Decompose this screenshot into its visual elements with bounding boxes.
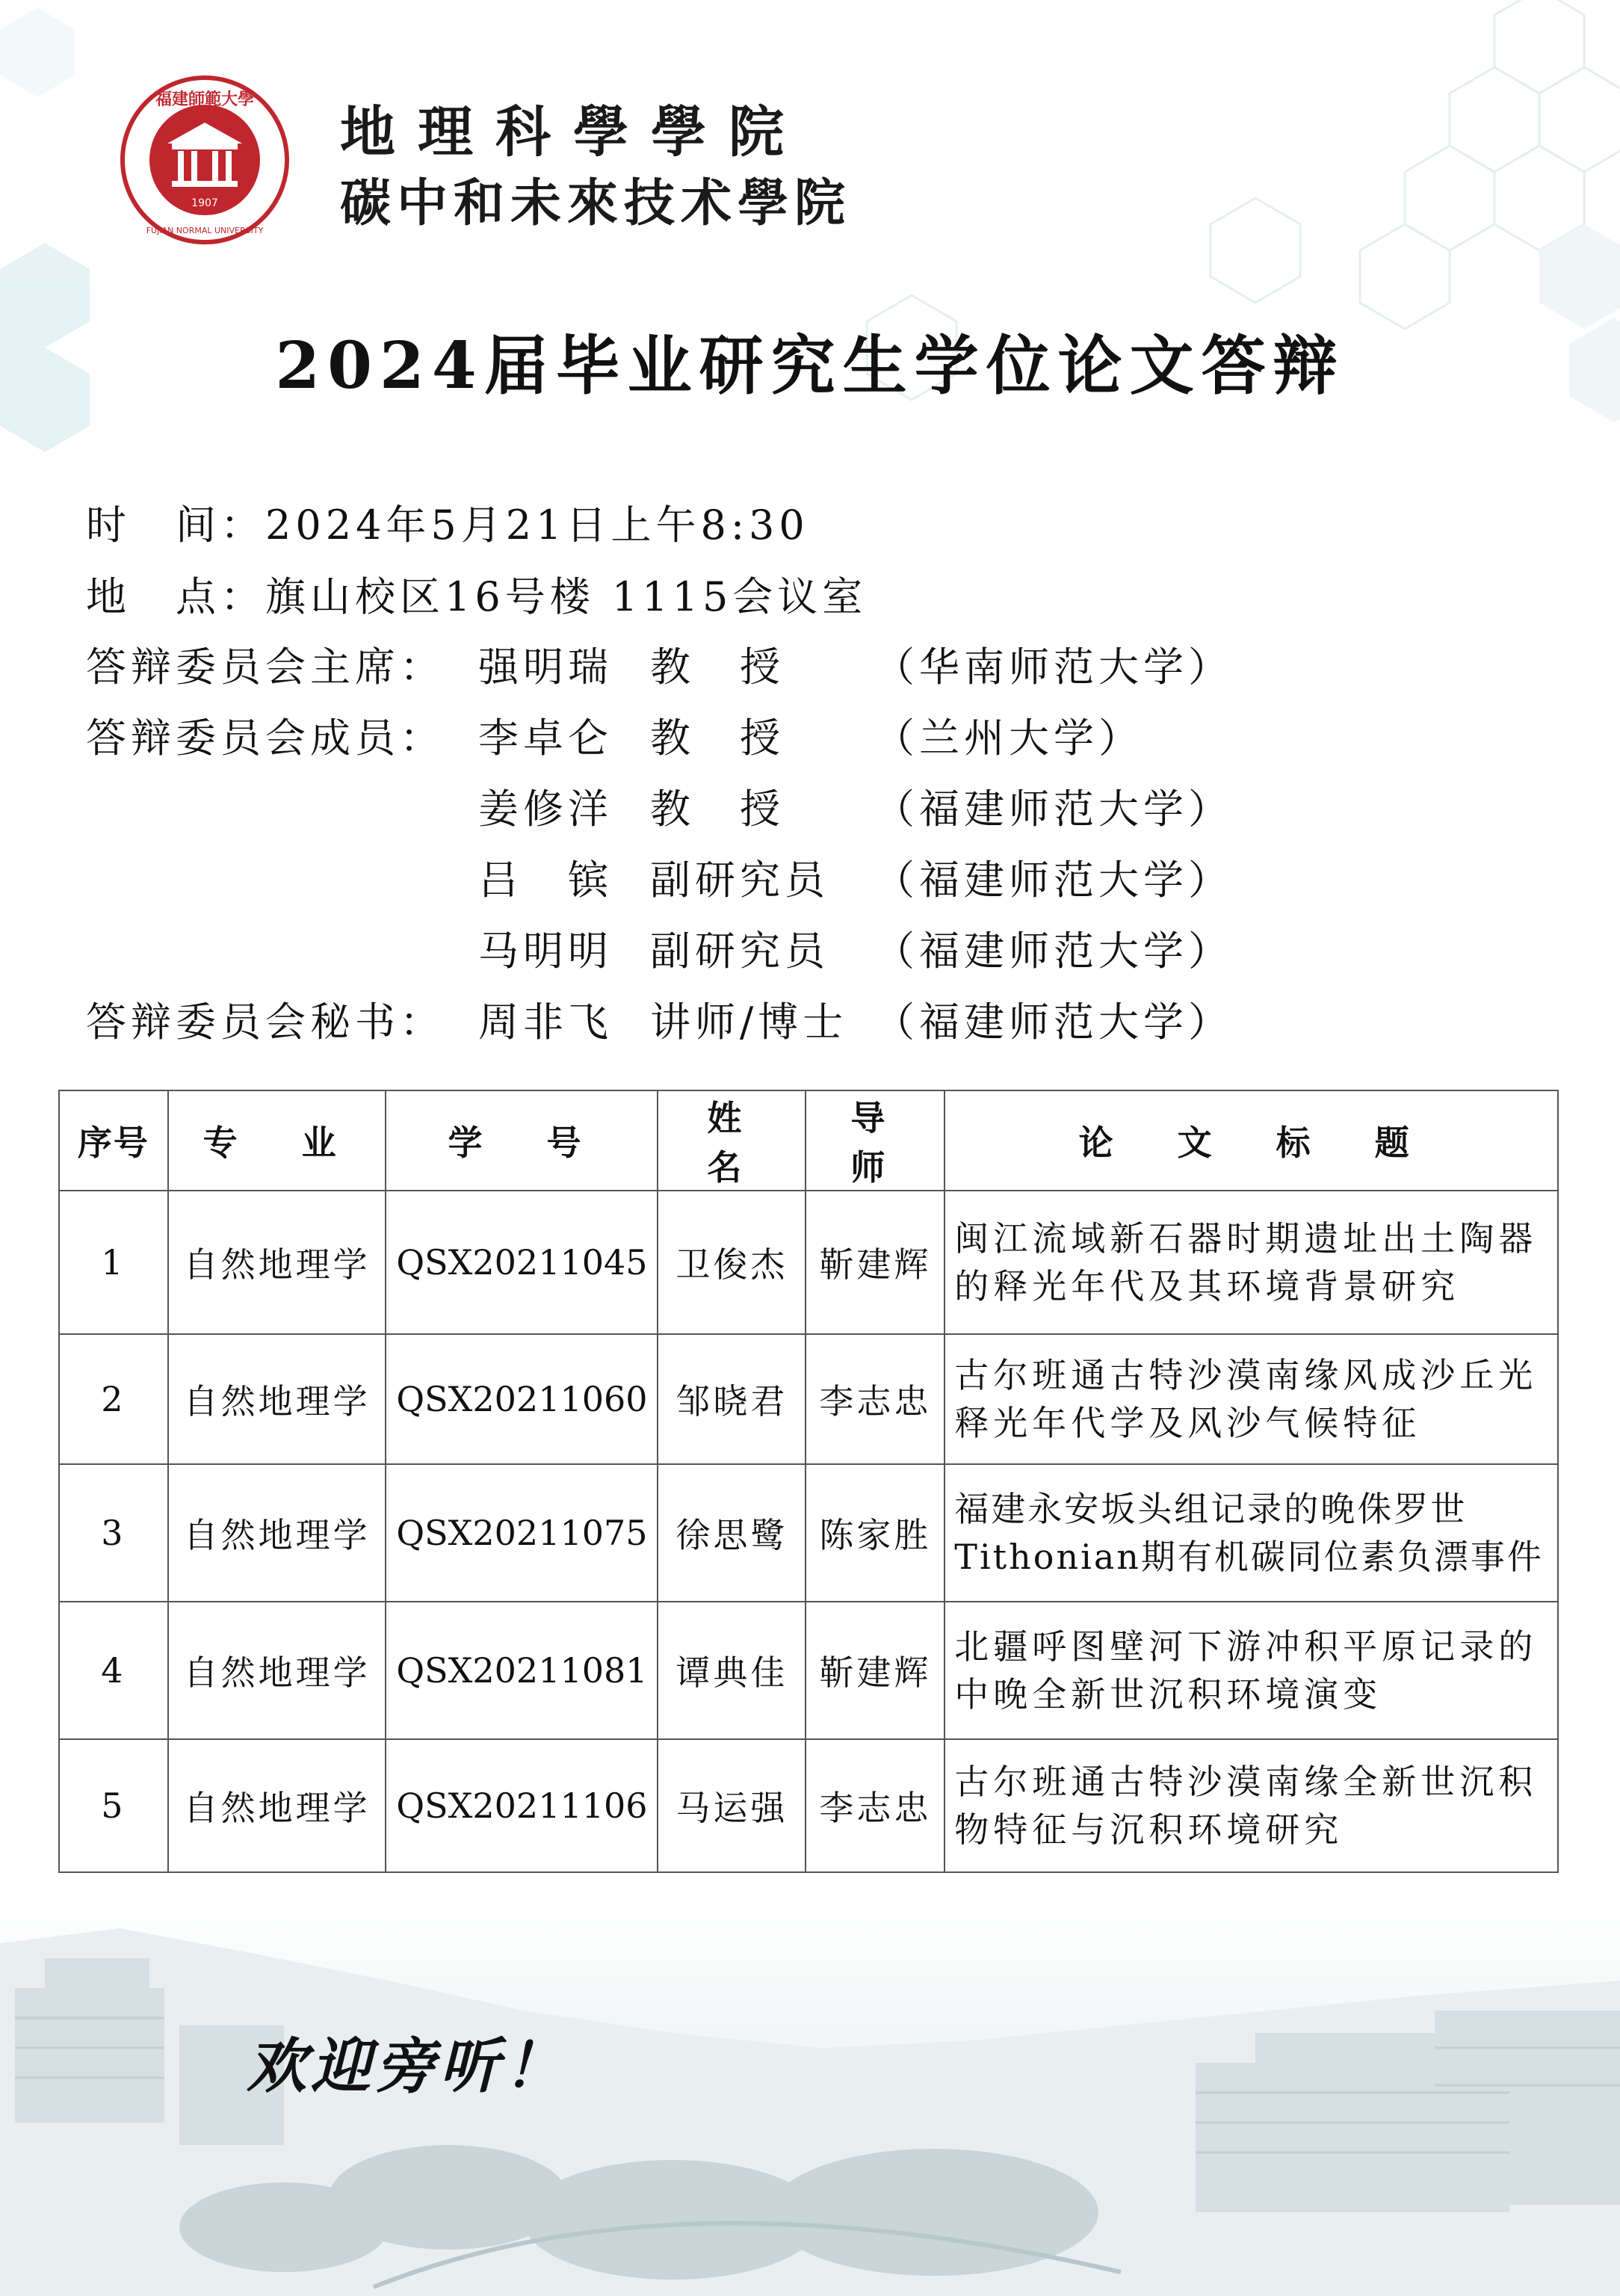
svg-text:FUJIAN NORMAL UNIVERSITY: FUJIAN NORMAL UNIVERSITY [146,226,264,235]
cell-thesis-title: 古尔班通古特沙漠南缘全新世沉积物特征与沉积环境研究 [945,1739,1558,1872]
defense-schedule-table [58,1090,1559,1873]
header-advisor: 导 师 [806,1090,945,1191]
member-institution: （兰州大学） [874,715,1143,762]
chair-title: 教 授 [650,644,785,691]
cell-name: 邹晓君 [658,1334,806,1464]
place-value: 旗山校区16号楼 1115会议室 [265,573,868,620]
svg-text:福建師範大學: 福建師範大學 [155,90,255,109]
cell-major: 自然地理学 [168,1191,386,1334]
cell-name: 马运强 [658,1739,806,1872]
member-title: 教 授 [650,715,785,762]
page-title: 2024届毕业研究生学位论文答辩 [275,328,1345,404]
time-value: 2024年5月21日上午8:30 [265,502,809,549]
time-label: 时 间： [86,502,265,549]
header-major: 专 业 [168,1090,386,1191]
cell-major: 自然地理学 [168,1464,386,1602]
cell-student-id: QSX20211106 [386,1739,658,1872]
cell-advisor: 李志忠 [806,1739,945,1872]
cell-number: 4 [59,1602,168,1739]
cell-student-id: QSX20211045 [386,1191,658,1334]
university-logo [120,75,290,245]
header-number: 序号 [59,1090,168,1191]
member-title: 副研究员 [650,928,829,975]
cell-major: 自然地理学 [168,1602,386,1739]
member-name: 马明明 [478,928,613,975]
cell-advisor: 陈家胜 [806,1464,945,1602]
members-label: 答辩委员会成员： [86,715,445,762]
place-line [86,565,867,623]
secretary-institution: （福建师范大学） [874,999,1233,1046]
secretary-title: 讲师/博士 [650,999,848,1046]
place-label: 地 点： [86,573,265,620]
cell-thesis-title: 福建永安坂头组记录的晚侏罗世Tithonian期有机碳同位素负漂事件 [945,1464,1558,1602]
time-line [86,493,809,551]
cell-number: 3 [59,1464,168,1602]
campus-sketch-illustration [0,1898,1620,2296]
cell-number: 2 [59,1334,168,1464]
institution-name-secondary: 碳中和未來技术學院 [340,173,852,233]
header-thesis-title: 论 文 标 题 [945,1090,1558,1191]
header-student-id: 学 号 [386,1090,658,1191]
cell-name: 卫俊杰 [658,1191,806,1334]
svg-text:1907: 1907 [191,197,218,209]
member-institution: （福建师范大学） [874,786,1233,833]
table-row [59,1602,1558,1739]
cell-thesis-title: 北疆呼图壁河下游冲积平原记录的中晚全新世沉积环境演变 [945,1602,1558,1739]
cell-number: 1 [59,1191,168,1334]
cell-number: 5 [59,1739,168,1872]
secretary-name: 周非飞 [478,999,613,1046]
chair-name: 强明瑞 [478,644,613,691]
cell-student-id: QSX20211075 [386,1464,658,1602]
cell-name: 徐思鹭 [658,1464,806,1602]
member-title: 副研究员 [650,857,829,904]
cell-name: 谭典佳 [658,1602,806,1739]
welcome-text: 欢迎旁听！ [247,2031,568,2101]
member-institution: （福建师范大学） [874,857,1233,904]
member-title: 教 授 [650,786,785,833]
cell-student-id: QSX20211081 [386,1602,658,1739]
table-row [59,1334,1558,1464]
table-row [59,1739,1558,1872]
institution-name: 地理科學學院 [340,100,806,164]
cell-student-id: QSX20211060 [386,1334,658,1464]
cell-major: 自然地理学 [168,1334,386,1464]
table-header-row [59,1090,1558,1191]
secretary-label: 答辩委员会秘书： [86,999,445,1046]
table-row [59,1191,1558,1334]
cell-advisor: 李志忠 [806,1334,945,1464]
member-name: 姜修洋 [478,786,613,833]
chair-institution: （华南师范大学） [874,644,1233,691]
cell-thesis-title: 古尔班通古特沙漠南缘风成沙丘光释光年代学及风沙气候特征 [945,1334,1558,1464]
header-name: 姓 名 [658,1090,806,1191]
cell-advisor: 靳建辉 [806,1191,945,1334]
table-row [59,1464,1558,1602]
cell-major: 自然地理学 [168,1739,386,1872]
cell-advisor: 靳建辉 [806,1602,945,1739]
member-institution: （福建师范大学） [874,928,1233,975]
member-name: 吕 镔 [478,857,613,904]
chair-label: 答辩委员会主席： [86,644,445,691]
cell-thesis-title: 闽江流域新石器时期遗址出土陶器的释光年代及其环境背景研究 [945,1191,1558,1334]
member-name: 李卓仑 [478,715,613,762]
